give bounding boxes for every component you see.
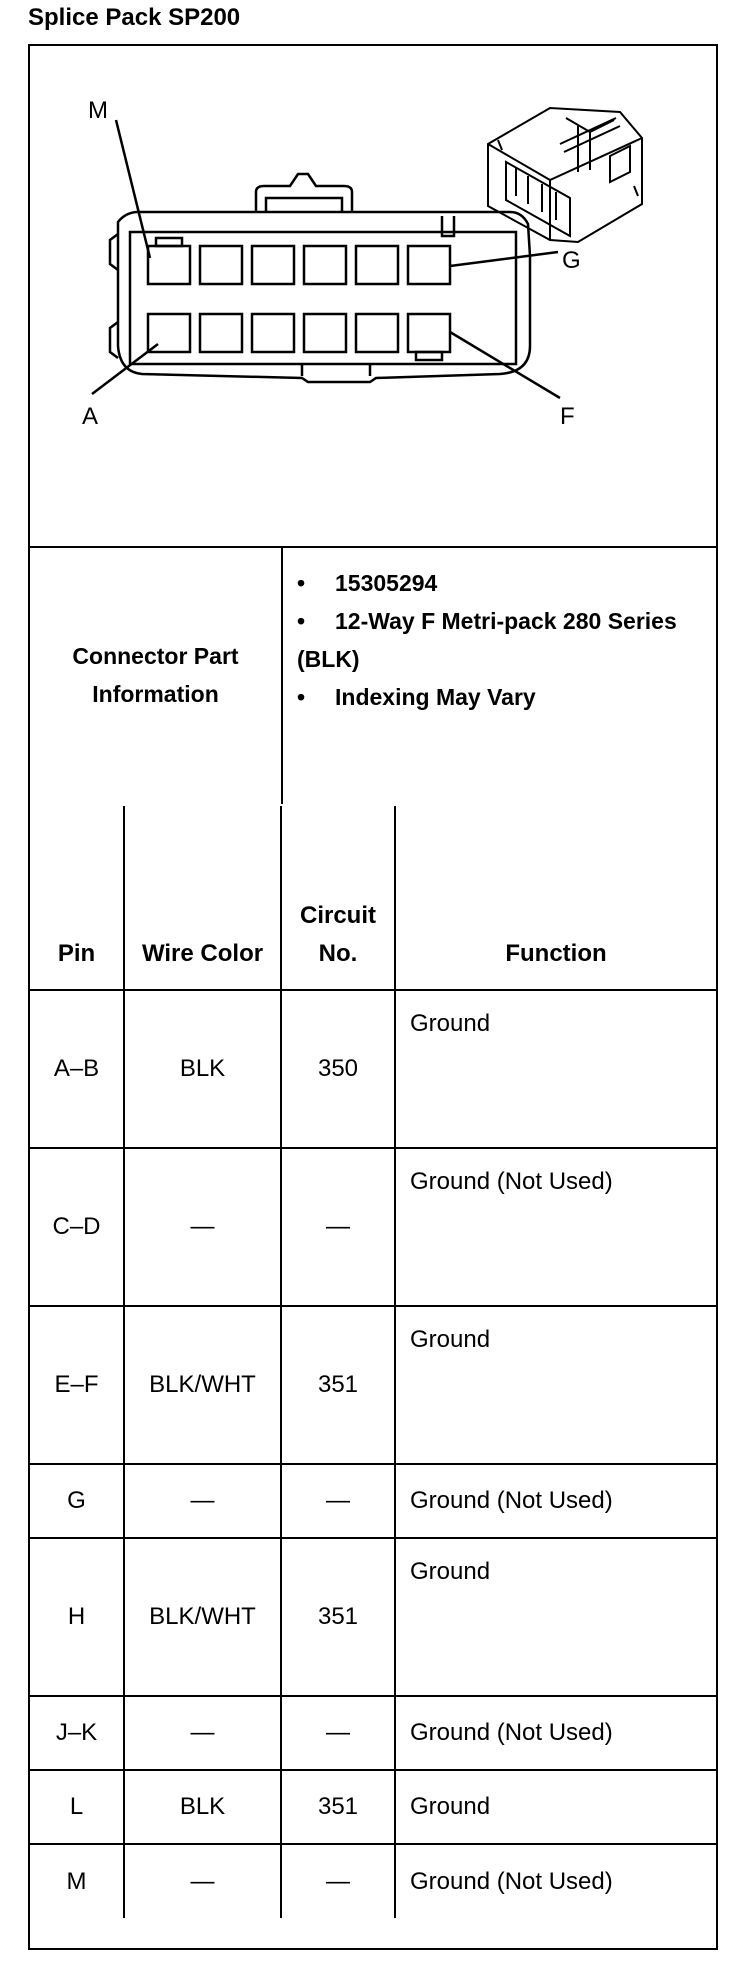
pin-cell: A–B: [30, 990, 124, 1148]
table-row: [30, 1770, 716, 1844]
function-cell: Ground (Not Used): [395, 1844, 716, 1918]
wire-cell: BLK/WHT: [124, 1538, 281, 1696]
connector-part-info: [283, 546, 716, 804]
table-row: [30, 1148, 716, 1306]
connector-part-label-text: Connector Part Information: [72, 643, 239, 707]
function-cell: Ground: [395, 1770, 716, 1844]
wire-cell: —: [124, 1696, 281, 1770]
function-cell: Ground (Not Used): [395, 1464, 716, 1538]
pin-cell: L: [30, 1770, 124, 1844]
table-row: [30, 1306, 716, 1464]
circuit-cell: 351: [281, 1538, 395, 1696]
header-circuit: Circuit No.: [281, 806, 395, 990]
pin-cell: H: [30, 1538, 124, 1696]
table-row: [30, 1538, 716, 1696]
connector-face-illustration: [30, 46, 716, 546]
label-g: G: [562, 247, 581, 274]
pin-cell: C–D: [30, 1148, 124, 1306]
label-m: M: [88, 97, 108, 124]
header-function: Function: [395, 806, 716, 990]
pin-table: [30, 806, 716, 1918]
wire-cell: BLK: [124, 1770, 281, 1844]
circuit-cell: —: [281, 1464, 395, 1538]
table-row: [30, 990, 716, 1148]
connector-table-frame: [28, 44, 718, 1950]
function-cell: Ground (Not Used): [395, 1696, 716, 1770]
page-title: Splice Pack SP200: [28, 4, 241, 31]
connector-type: • 12-Way F Metri-pack 280 Series (BLK): [297, 602, 716, 678]
wire-cell: BLK/WHT: [124, 1306, 281, 1464]
circuit-cell: 351: [281, 1770, 395, 1844]
label-f: F: [560, 403, 575, 430]
part-number: • 15305294: [297, 564, 716, 602]
function-cell: Ground: [395, 990, 716, 1148]
circuit-cell: 351: [281, 1306, 395, 1464]
connector-part-label: [30, 546, 283, 804]
circuit-cell: —: [281, 1844, 395, 1918]
function-cell: Ground: [395, 1306, 716, 1464]
circuit-cell: —: [281, 1148, 395, 1306]
connector-diagram: [30, 46, 716, 548]
label-a: A: [82, 403, 99, 430]
table-row: [30, 1464, 716, 1538]
function-cell: Ground (Not Used): [395, 1148, 716, 1306]
circuit-cell: 350: [281, 990, 395, 1148]
pin-cell: G: [30, 1464, 124, 1538]
wire-cell: BLK: [124, 990, 281, 1148]
wire-cell: —: [124, 1464, 281, 1538]
pin-cell: J–K: [30, 1696, 124, 1770]
table-row: [30, 1844, 716, 1918]
header-pin: Pin: [30, 806, 124, 990]
function-cell: Ground: [395, 1538, 716, 1696]
pin-cell: M: [30, 1844, 124, 1918]
indexing-note: • Indexing May Vary: [297, 678, 716, 716]
wire-cell: —: [124, 1844, 281, 1918]
header-wire-color: Wire Color: [124, 806, 281, 990]
table-header-row: [30, 806, 716, 990]
table-row: [30, 1696, 716, 1770]
circuit-cell: —: [281, 1696, 395, 1770]
wire-cell: —: [124, 1148, 281, 1306]
pin-cell: E–F: [30, 1306, 124, 1464]
